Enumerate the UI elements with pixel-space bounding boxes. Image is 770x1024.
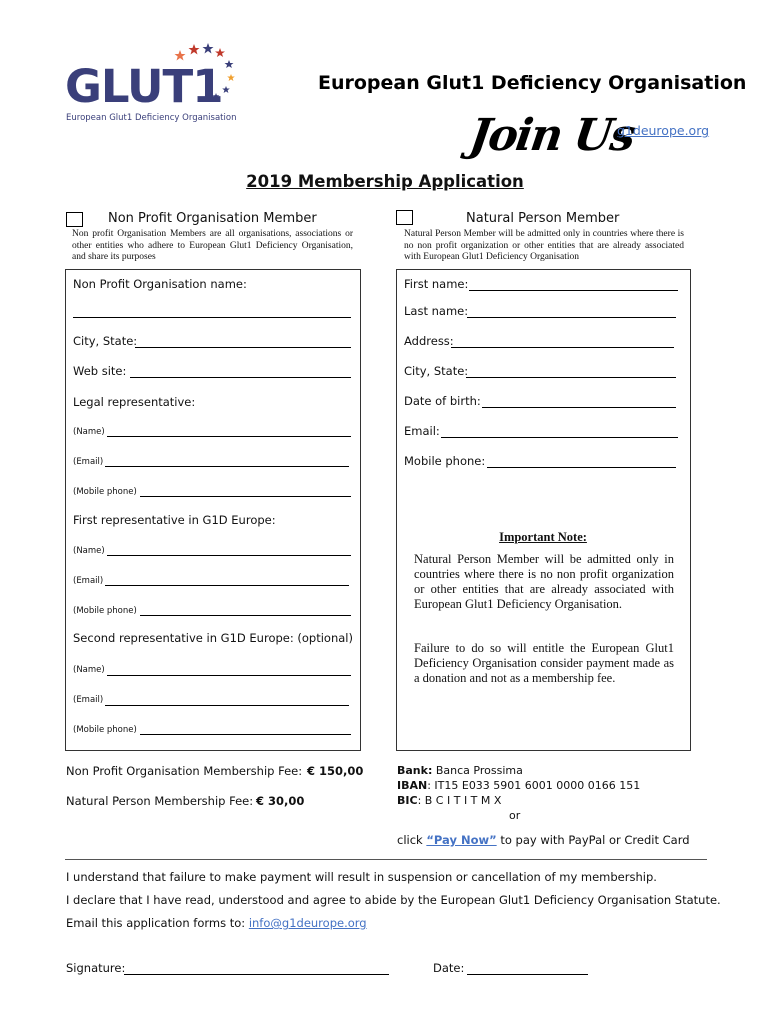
website-link[interactable]: g1deurope.org [617,123,710,138]
join-us-heading: Join Us [466,110,637,161]
person-city-state-input[interactable] [466,377,676,378]
first-name-input[interactable] [469,290,678,291]
second-rep-mobile-input[interactable] [140,734,351,735]
legal-rep-name-input[interactable] [107,436,351,437]
nonprofit-member-checkbox[interactable] [66,212,83,227]
second-rep-email-input[interactable] [105,705,349,706]
pay-now-link[interactable]: “Pay Now” [426,833,497,847]
legal-rep-mobile-label: (Mobile phone) [73,487,137,497]
statute-declaration-text: I declare that I have read, understood and agree to abide by the European Glut1 Deficiency Organisation Statute. [66,893,721,907]
address-input[interactable] [451,347,674,348]
second-rep-heading: Second representative in G1D Europe: (optional) [73,631,353,645]
bank-name: Banca Prossima [435,764,523,777]
pay-with-text: to pay with PayPal or Credit Card [500,833,690,847]
click-text: click [397,833,423,847]
nonprofit-member-description: Non profit Organisation Members are all organisations, associations or other entities who adhere to European Glut1 Deficiency Organisation, and share its purposes [72,229,353,262]
org-city-state-input[interactable] [135,347,351,348]
payment-understanding-text: I understand that failure to make payment will result in suspension or cancellation of my membership. [66,870,657,884]
important-note-title: Important Note: [499,530,587,544]
last-name-label: Last name: [404,304,469,318]
second-rep-email-label: (Email) [73,695,104,705]
second-rep-name-label: (Name) [73,665,105,675]
iban-line [397,779,640,793]
email-instruction-text: Email this application forms to: [66,916,246,930]
natural-fee-amount: € 30,00 [256,794,305,808]
person-email-input[interactable] [441,437,678,438]
first-name-label: First name: [404,277,469,291]
natural-person-checkbox[interactable] [396,210,413,225]
signature-label: Signature: [66,961,126,975]
logo-tagline: European Glut1 Deficiency Organisation [66,113,237,123]
second-rep-name-input[interactable] [107,675,351,676]
person-mobile-label: Mobile phone: [404,454,486,468]
date-input[interactable] [467,974,588,975]
iban-label: IBAN [397,779,428,792]
first-rep-email-label: (Email) [73,576,104,586]
org-website-label: Web site: [73,364,127,378]
second-rep-mobile-label: (Mobile phone) [73,725,137,735]
org-website-input[interactable] [130,377,351,378]
nonprofit-member-title: Non Profit Organisation Member [108,211,317,226]
or-text: or [509,809,521,822]
first-rep-email-input[interactable] [105,585,349,586]
bank-label: Bank: [397,764,433,777]
logo-wordmark: GLUT1 [65,60,223,113]
date-of-birth-input[interactable] [482,407,676,408]
first-rep-name-input[interactable] [107,555,351,556]
nonprofit-fee-label: Non Profit Organisation Membership Fee: [66,764,303,778]
nonprofit-fee-amount: € 150,00 [307,764,364,778]
legal-rep-mobile-input[interactable] [140,496,351,497]
important-note-paragraph-2: Failure to do so will entitle the European Glut1 Deficiency Organisation consider payment made as a donation and not as a membership fee. [414,641,674,685]
bic-value: : B C I T I T M X [417,794,502,807]
person-mobile-input[interactable] [487,467,676,468]
first-rep-mobile-input[interactable] [140,615,351,616]
bic-label: BIC [397,794,418,807]
important-note-paragraph-1: Natural Person Member will be admitted only in countries where there is no non profit organization or other entities that are already associated with European Glut1 Deficiency Organisation. [414,552,674,611]
last-name-input[interactable] [467,317,676,318]
date-of-birth-label: Date of birth: [404,394,481,408]
bank-line [397,764,523,778]
form-title: 2019 Membership Application [246,172,524,191]
divider [65,859,707,860]
signature-input[interactable] [124,974,389,975]
legal-rep-name-label: (Name) [73,427,105,437]
org-city-state-label: City, State: [73,334,138,348]
organisation-title: European Glut1 Deficiency Organisation [318,72,747,94]
natural-fee-label: Natural Person Membership Fee: [66,794,254,808]
date-label: Date: [433,961,465,975]
address-label: Address: [404,334,454,348]
first-rep-name-label: (Name) [73,546,105,556]
org-name-label: Non Profit Organisation name: [73,277,247,291]
person-email-label: Email: [404,424,440,438]
legal-rep-email-label: (Email) [73,457,104,467]
first-rep-mobile-label: (Mobile phone) [73,606,137,616]
natural-person-description: Natural Person Member will be admitted only in countries where there is no non profit organization or other entities that are already associated with European Glut1 Deficiency Organisation [404,229,684,262]
legal-rep-email-input[interactable] [105,466,349,467]
person-city-state-label: City, State: [404,364,469,378]
org-name-input[interactable] [73,317,351,318]
contact-email-link[interactable]: info@g1deurope.org [248,916,367,930]
paypal-line [397,833,690,847]
bic-line [397,794,501,808]
iban-value: : IT15 E033 5901 6001 0000 0166 151 [427,779,641,792]
email-instruction-line [66,916,367,930]
natural-person-title: Natural Person Member [466,211,620,226]
first-rep-heading: First representative in G1D Europe: [73,513,276,527]
legal-rep-heading: Legal representative: [73,395,196,409]
